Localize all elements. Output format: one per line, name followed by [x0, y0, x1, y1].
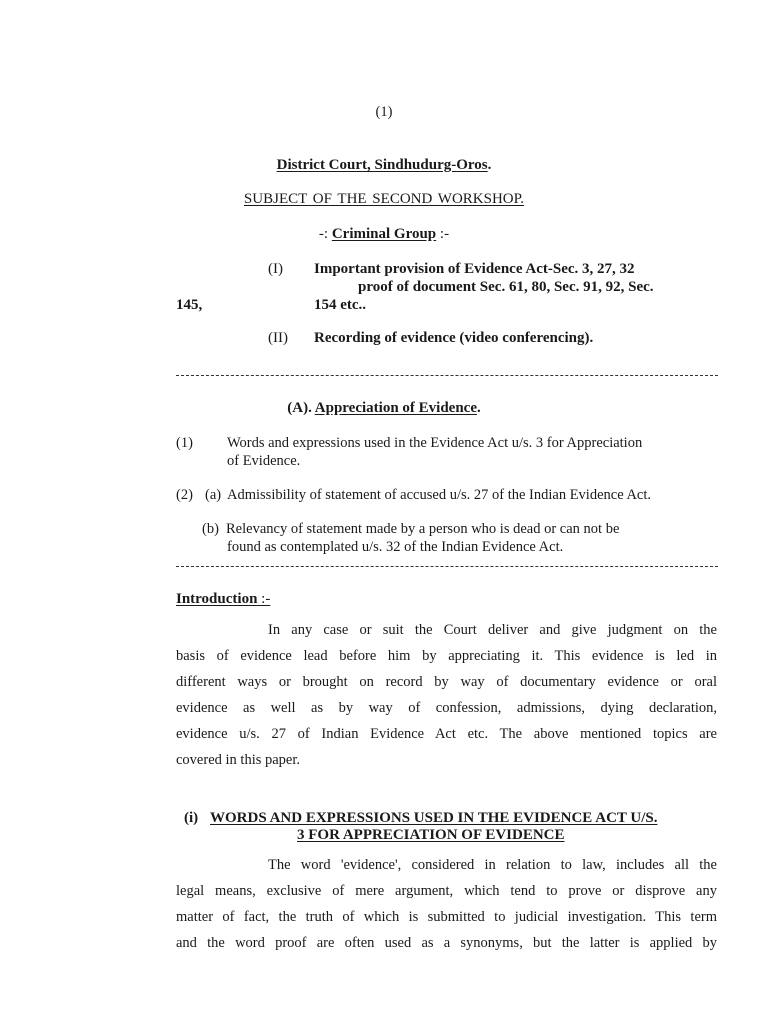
- group-name: Criminal Group: [331, 226, 437, 242]
- topic-2-line1: Recording of evidence (video conferencing).: [314, 330, 594, 346]
- topic-1-line2: proof of document Sec. 61, 80, Sec. 91, 92, Sec.: [358, 279, 654, 295]
- section-a-item-2a-label: (a): [205, 487, 222, 503]
- topic-1-line3-left: 145,: [176, 297, 203, 313]
- section-a-item-2b-line1: Relevancy of statement made by a person who is dead or can not be: [226, 521, 620, 537]
- court-heading: District Court, Sindhudurg-Oros.: [276, 157, 492, 173]
- court-name: District Court, Sindhudurg-Oros: [276, 157, 488, 173]
- section-a-item-2b-line2: found as contemplated u/s. 32 of the Indian Evidence Act.: [227, 539, 564, 555]
- section-a-item-2b-label: (b): [202, 521, 219, 537]
- section-i-title-line2: 3 FOR APPRECIATION OF EVIDENCE: [297, 827, 565, 843]
- divider-dashed: [176, 375, 718, 376]
- section-i-number: (i): [184, 810, 199, 826]
- group-heading: -: Criminal Group :-: [318, 226, 450, 242]
- section-i-title-line1: WORDS AND EXPRESSIONS USED IN THE EVIDENCE ACT U/S.: [210, 810, 658, 826]
- section-a-item-1-line1: Words and expressions used in the Evidence Act u/s. 3 for Appreciation: [227, 435, 643, 451]
- page-number: (1): [375, 104, 393, 120]
- topic-1-number: (I): [268, 261, 283, 277]
- introduction-paragraph: In any case or suit the Court deliver and give judgment on the basis of evidence lead before him by appreciating it. This evidence is led in different ways or brought on record by way of documentary evidence or oral evidence as well as by way of confession, admissions, dying declaration, evidence u/s. 27 of Indian Evidence Act etc. The above mentioned topics are covered in this paper.: [176, 622, 717, 768]
- topic-1-line3: 154 etc..: [314, 297, 367, 313]
- section-a-item-1-number: (1): [176, 435, 193, 451]
- introduction-heading: Introduction :-: [176, 591, 271, 607]
- section-a-heading: (A). Appreciation of Evidence.: [287, 400, 481, 416]
- topic-1-line1: Important provision of Evidence Act-Sec. 3, 27, 32: [314, 261, 635, 277]
- section-a-title: Appreciation of Evidence: [314, 400, 477, 416]
- section-a-item-2-number: (2): [176, 487, 193, 503]
- workshop-subject: SUBJECT OF THE SECOND WORKSHOP.: [243, 191, 525, 207]
- divider-dashed: [176, 566, 718, 567]
- section-i-paragraph: The word 'evidence', considered in relation to law, includes all the legal means, exclusive of mere argument, which tend to prove or disprove any matter of fact, the truth of which is submitted to judicial investigation. This term and the word proof are often used as a synonyms, but the latter is applied by: [176, 857, 717, 951]
- section-a-item-2a-line1: Admissibility of statement of accused u/s. 27 of the Indian Evidence Act.: [227, 487, 652, 503]
- topic-2-number: (II): [268, 330, 288, 346]
- section-a-item-1-line2: of Evidence.: [227, 453, 301, 469]
